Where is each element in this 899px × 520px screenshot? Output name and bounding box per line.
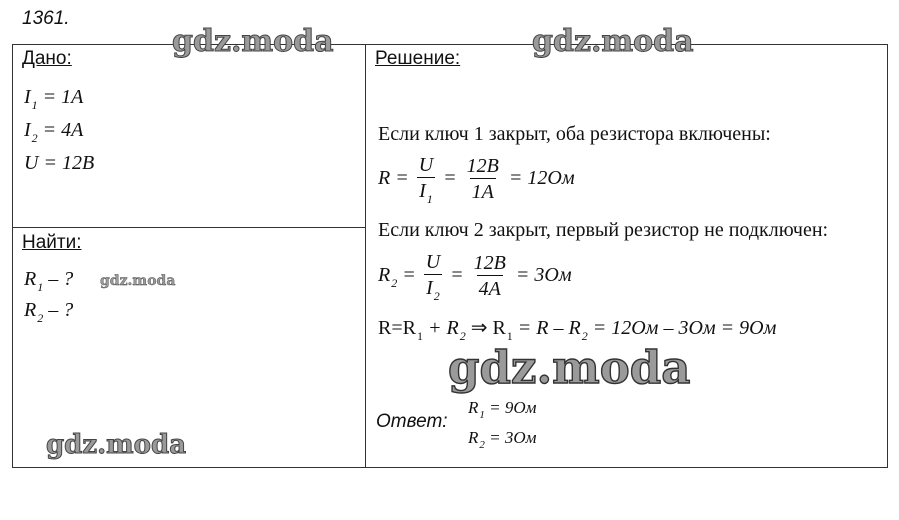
given-heading: Дано: — [22, 48, 72, 69]
solution-text-2: Если ключ 2 закрыт, первый резистор не подключен: — [378, 219, 829, 241]
watermark: gdz.moda — [100, 273, 176, 289]
given-current-2: $I_2 = 4A$ — [24, 119, 84, 145]
find-resistance-2: $R_2$ – ? — [24, 299, 74, 325]
given-current-1: $I_1 = 1A$ — [24, 86, 84, 112]
find-resistance-1: $R_1$ – ? — [24, 268, 74, 294]
solution-heading: Решение: — [375, 48, 461, 69]
watermark: gdz.moda — [46, 430, 187, 460]
answer-label: Ответ: — [376, 411, 448, 432]
watermark: gdz.moda — [448, 341, 691, 394]
answer-resistance-2: $R_2 = 3Ом$ — [468, 428, 537, 451]
watermark: gdz.moda — [532, 24, 694, 59]
equation-1: R = $\frac{U}{I_1}$ = $\frac{12B}{1A}$ = 12Ом — [378, 154, 575, 206]
answer-resistance-1: $R_1 = 9Ом$ — [468, 398, 537, 421]
given-voltage: U = 12B — [24, 152, 95, 174]
problem-number: 1361. — [22, 8, 70, 29]
row-divider — [12, 227, 366, 228]
solution-text-1: Если ключ 1 закрыт, оба резистора включены: — [378, 123, 771, 145]
equation-2: $R_2$ = $\frac{U}{I_2}$ = $\frac{12B}{4A}$ = 3Ом — [378, 251, 572, 303]
watermark: gdz.moda — [172, 24, 334, 59]
find-heading: Найти: — [22, 232, 82, 253]
column-divider — [365, 44, 366, 468]
equation-3: $R=R_1 + R_2$ ⇒ $R_1 = R - R_2 = 12Ом - 3Ом = 9Ом$ — [378, 317, 777, 343]
